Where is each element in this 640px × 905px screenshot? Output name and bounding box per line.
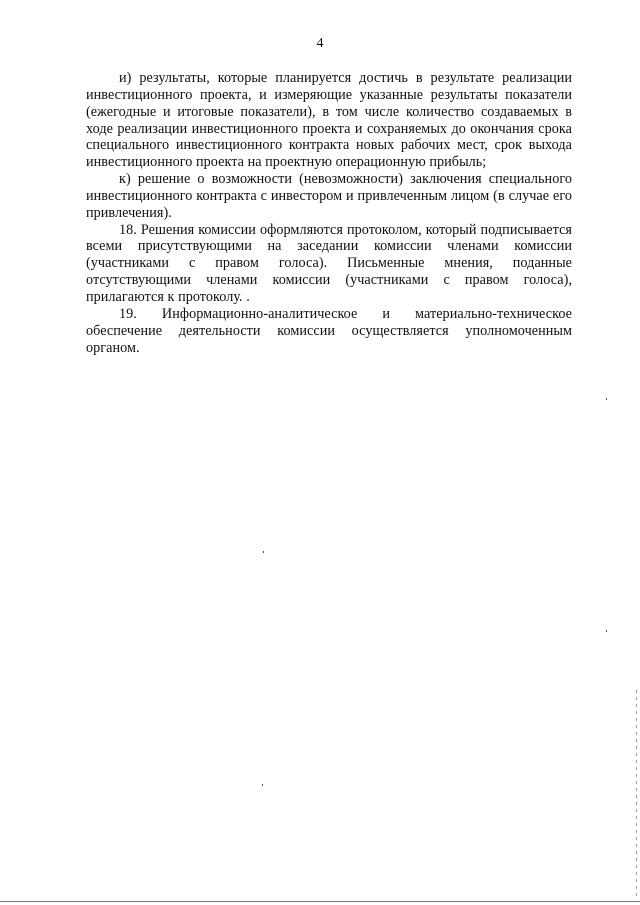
paragraph-item-k: к) решение о возможности (невозможности) заключения специального инвестиционного контракта с инвестором и привлеченным лицом (в случае его привлечения).: [86, 171, 572, 221]
paragraph-item-i: и) результаты, которые планируется достичь в результате реализации инвестиционного проекта, и измеряющие указанные результаты показатели (ежегодные и итоговые показатели), в том числе количество создаваемых в ходе реализации инвестиционного проекта и сохраняемых до окончания срока специального инвестиционного контракта новых рабочих мест, срок выхода инвестиционного проекта на проектную операционную прибыль;: [86, 70, 572, 171]
scan-speck: [606, 398, 607, 400]
scan-speck: [606, 630, 607, 632]
scan-speck: [262, 784, 263, 786]
scan-speck: [263, 551, 264, 553]
scan-bottom-edge: [0, 901, 640, 902]
scan-edge-mark: [636, 690, 637, 900]
page-number: 4: [316, 36, 324, 51]
document-body: [86, 70, 572, 356]
paragraph-clause-19: 19. Информационно-аналитическое и материально-техническое обеспечение деятельности комиссии осуществляется уполномоченным органом.: [86, 305, 572, 356]
paragraph-clause-18: 18. Решения комиссии оформляются протоколом, который подписывается всеми присутствующими на заседании комиссии членами комиссии (участниками с правом голоса). Письменные мнения, поданные отсутствующими членами комиссии (участниками с правом голоса), прилагаются к протоколу. .: [86, 221, 572, 305]
